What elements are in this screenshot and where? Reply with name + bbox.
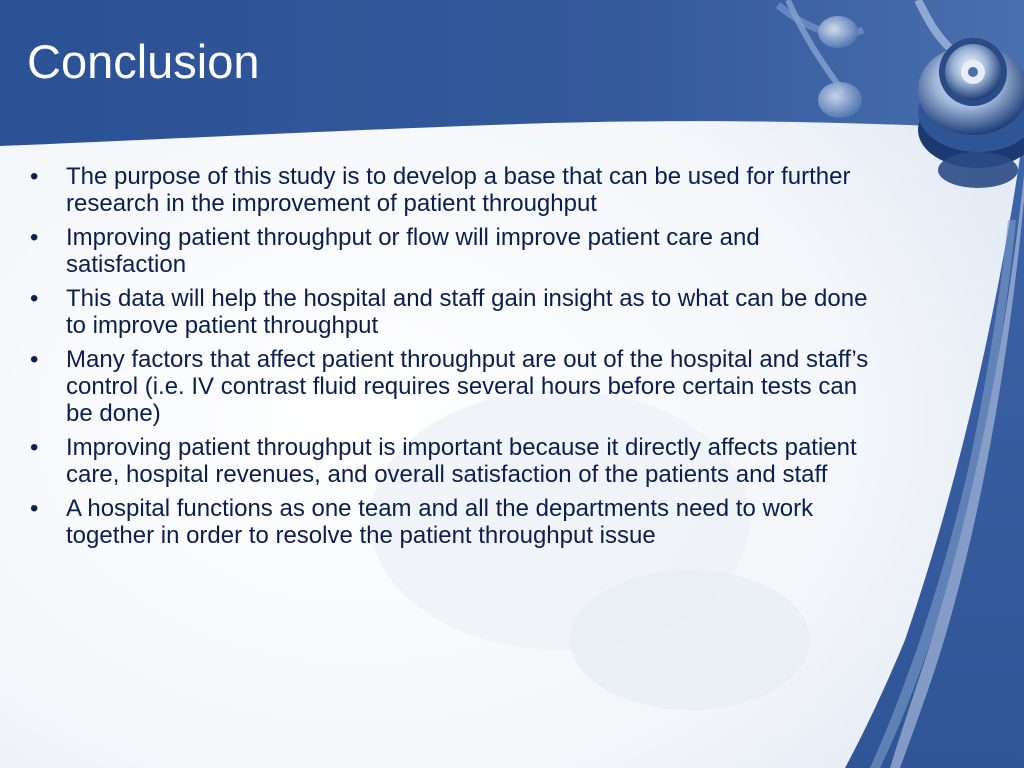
bullet-list [30,163,870,556]
bullet-marker: • [30,163,39,190]
bullet-item [30,224,870,278]
bullet-text: The purpose of this study is to develop a base that can be used for further research in the improvement of patient throughput [66,163,851,217]
bullet-marker: • [30,434,39,461]
bullet-text: A hospital functions as one team and all the departments need to work together in order to resolve the patient throughput issue [66,495,814,549]
bullet-marker: • [30,285,39,312]
bullet-marker: • [30,495,39,522]
bullet-item [30,285,870,339]
bullet-text: Improving patient throughput is important because it directly affects patient care, hospital revenues, and overall satisfaction of the patients and staff [66,434,857,488]
bullet-text: Improving patient throughput or flow will improve patient care and satisfaction [66,224,760,278]
bullet-item [30,434,870,488]
slide-title: Conclusion [27,35,260,88]
bullet-item [30,495,870,549]
bullet-text: Many factors that affect patient throughput are out of the hospital and staff’s control (i.e. IV contrast fluid requires several hours before certain tests can be done) [66,346,869,427]
bullet-item [30,346,870,427]
bullet-text: This data will help the hospital and staff gain insight as to what can be done to improve patient throughput [66,285,868,339]
bullet-marker: • [30,346,39,373]
bullet-item [30,163,870,217]
bullet-marker: • [30,224,39,251]
